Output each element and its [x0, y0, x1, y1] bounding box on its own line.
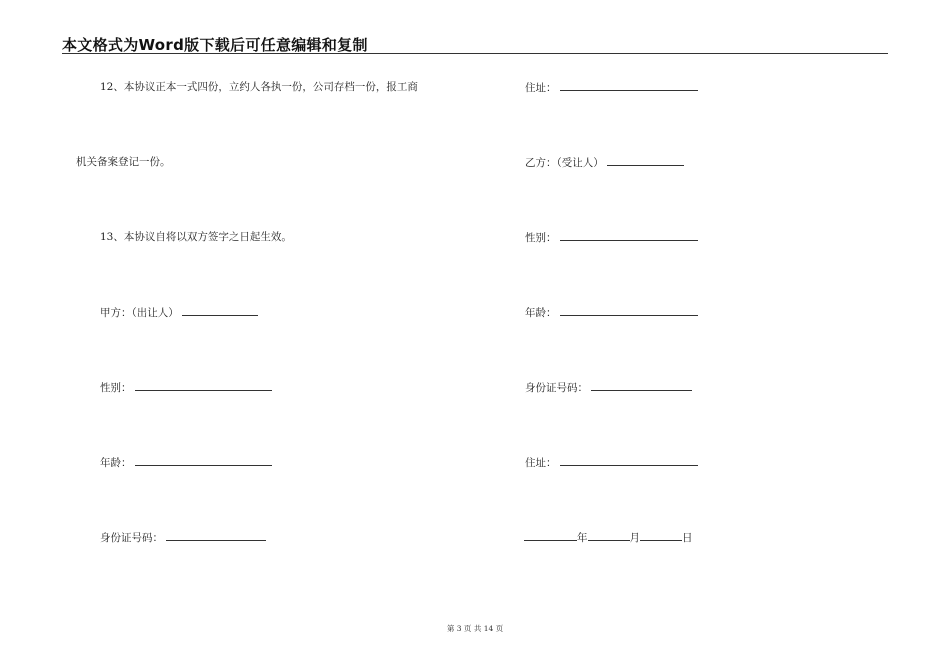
header-divider	[62, 53, 888, 54]
date-year-field[interactable]	[524, 530, 577, 541]
page-label-mid1: 页	[463, 624, 472, 633]
party-a-id-field[interactable]	[166, 530, 266, 541]
party-a-age-label: 年龄：	[100, 457, 132, 469]
party-a-label: 甲方：（出让人）	[100, 307, 179, 319]
right-address-top-field[interactable]	[560, 80, 698, 91]
party-b-id-row	[525, 380, 692, 395]
party-a-age-field[interactable]	[135, 455, 272, 466]
date-day-field[interactable]	[640, 530, 682, 541]
party-b-field[interactable]	[607, 155, 684, 166]
party-a-age-row	[100, 455, 272, 470]
party-b-gender-row	[525, 230, 698, 245]
party-b-address-label: 住址：	[525, 457, 557, 469]
party-a-id-label: 身份证号码：	[100, 532, 163, 544]
party-b-age-row	[525, 305, 698, 320]
party-b-age-field[interactable]	[560, 305, 698, 316]
party-a-field[interactable]	[182, 305, 258, 316]
right-address-top-row	[525, 80, 698, 95]
party-a-gender-field[interactable]	[135, 380, 272, 391]
date-month-field[interactable]	[588, 530, 630, 541]
document-header-title: 本文格式为Word版下载后可任意编辑和复制	[62, 36, 368, 54]
date-year-label: 年	[577, 532, 588, 544]
party-a-gender-label: 性别：	[100, 382, 132, 394]
party-a-id-row	[100, 530, 266, 545]
date-day-label: 日	[682, 532, 693, 544]
party-b-age-label: 年龄：	[525, 307, 557, 319]
date-month-label: 月	[629, 532, 640, 544]
right-address-top-label: 住址：	[525, 82, 557, 94]
page-label-suffix: 页	[495, 624, 504, 633]
clause-13: 13、本协议自将以双方签字之日起生效。	[100, 231, 292, 243]
party-b-row	[525, 155, 684, 170]
page-current: 3	[456, 624, 462, 633]
page-total: 14	[483, 624, 494, 633]
party-b-id-label: 身份证号码：	[525, 382, 588, 394]
party-b-address-field[interactable]	[560, 455, 698, 466]
page-label-prefix: 第	[446, 624, 455, 633]
party-b-gender-field[interactable]	[560, 230, 698, 241]
page-number-footer	[0, 623, 950, 634]
party-b-address-row	[525, 455, 698, 470]
signing-date-row	[524, 530, 693, 545]
clause-12-line-2: 机关备案登记一份。	[76, 156, 171, 168]
party-a-row	[100, 305, 258, 320]
clause-12-line-1: 12、本协议正本一式四份，立约人各执一份，公司存档一份，报工商	[100, 81, 418, 93]
party-b-gender-label: 性别：	[525, 232, 557, 244]
party-a-gender-row	[100, 380, 272, 395]
party-b-id-field[interactable]	[591, 380, 692, 391]
page-label-mid2: 共	[473, 624, 482, 633]
party-b-label: 乙方：（受让人）	[525, 157, 604, 169]
